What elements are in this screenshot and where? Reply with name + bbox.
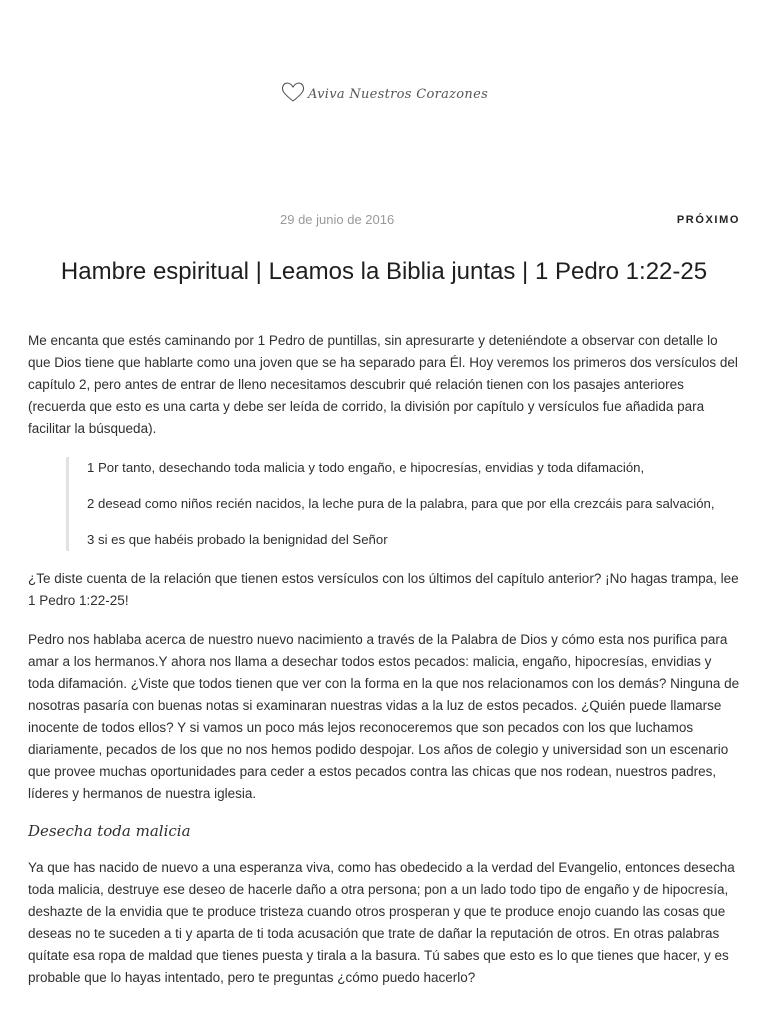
verse-1: 1 Por tanto, desechando toda malicia y todo engaño, e hipocresías, envidias y toda difamación, <box>87 460 645 475</box>
article-title: Hambre espiritual | Leamos la Biblia juntas | 1 Pedro 1:22-25 <box>60 258 708 285</box>
section-subheading: Desecha toda malicia <box>28 822 191 840</box>
article-body <box>28 330 740 1006</box>
post-date: 29 de junio de 2016 <box>280 212 395 227</box>
post-meta <box>28 212 740 232</box>
next-post-link[interactable]: PRÓXIMO <box>676 214 740 226</box>
verse-2: 2 desead como niños recién nacidos, la leche pura de la palabra, para que por ella crezcáis para salvación, <box>87 496 715 511</box>
intro-paragraph: Me encanta que estés caminando por 1 Pedro de puntillas, sin apresurarte y deteniéndote a observar con detalle lo que Dios tiene que hablarte como una joven que se ha separado para Él. Hoy veremos los primeros dos versículos del capítulo 2, pero antes de entrar de lleno necesitamos descubrir qué relación tienen con los pasajes anteriores (recuerda que esto es una carta y debe ser leída de corrido, la división por capítulo y versículos fue añadida para facilitar la búsqueda). <box>28 333 738 436</box>
site-logo[interactable] <box>0 74 768 114</box>
verse-quote <box>66 457 740 551</box>
heart-icon <box>280 81 306 108</box>
logo-text: Aviva Nuestros Corazones <box>307 86 489 102</box>
verse-3: 3 si es que habéis probado la benignidad del Señor <box>87 532 388 547</box>
paragraph-3: Pedro nos hablaba acerca de nuestro nuevo nacimiento a través de la Palabra de Dios y cómo esta nos purifica para amar a los hermanos.Y ahora nos llama a desechar todos estos pecados: malicia, engaño, hipocresías, envidias y toda difamación. ¿Viste que todos tienen que ver con la forma en la que nos relacionamos con los demás? Ninguna de nosotras pasaría con buenas notas si examinaran nuestras vidas a la luz de estos pecados. ¿Quién puede llamarse inocente de todos ellos? Y si vamos un poco más lejos reconoceremos que son pecados con los que luchamos diariamente, pecados de los que no nos hemos podido despojar. Los años de colegio y universidad son un escenario que provee muchas oportunidades para ceder a estos pecados contra las chicas que nos rodean, nuestros padres, líderes y hermanos de nuestra iglesia. <box>28 632 740 801</box>
paragraph-4: Ya que has nacido de nuevo a una esperanza viva, como has obedecido a la verdad del Evangelio, entonces desecha toda malicia, destruye ese deseo de hacerle daño a otra persona; pon a un lado todo tipo de engaño y de hipocresía, deshazte de la envidia que te produce tristeza cuando otros prosperan y que te produce enojo cuando las cosas que deseas no te suceden a ti y aparta de ti toda acusación que trate de dañar la reputación de otros. En otras palabras quítate esa ropa de maldad que tienes puesta y tirala a la basura. Tú sabes que esto es lo que tienes que hacer, y es probable que lo hayas intentado, pero te preguntas ¿cómo puedo hacerlo? <box>28 860 735 985</box>
paragraph-2: ¿Te diste cuenta de la relación que tienen estos versículos con los últimos del capítulo anterior? ¡No hagas trampa, lee 1 Pedro 1:22-25! <box>28 571 739 608</box>
